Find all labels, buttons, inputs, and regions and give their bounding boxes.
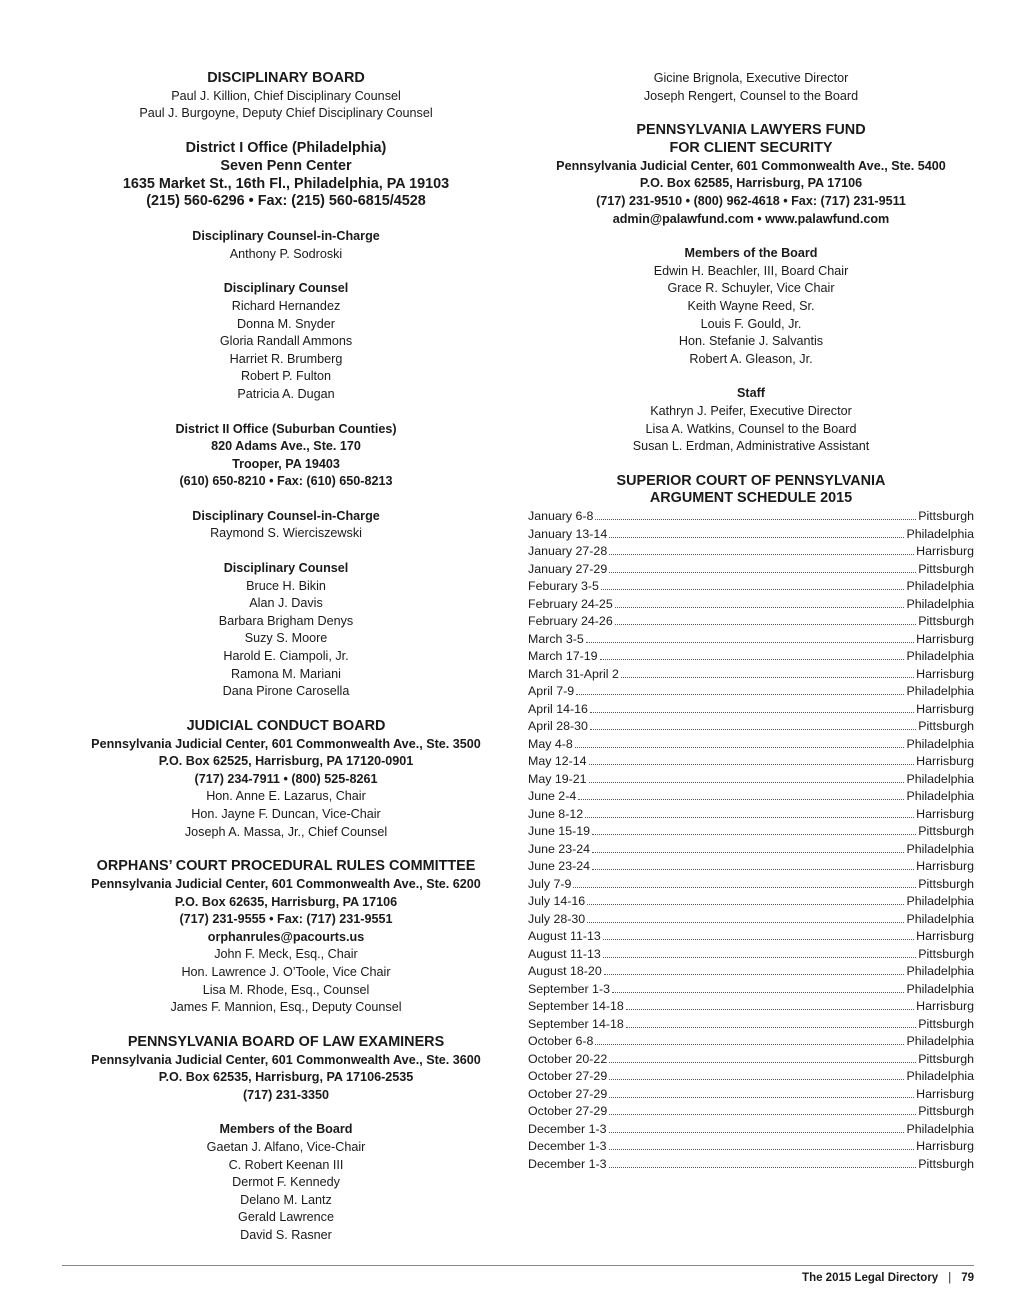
staff-line: Paul J. Burgoyne, Deputy Chief Disciplinary Counsel <box>139 106 433 121</box>
contact-line: (717) 234-7911 • (800) 525-8261 <box>194 771 378 786</box>
schedule-row <box>528 543 974 561</box>
schedule-city: Philadelphia <box>906 526 974 541</box>
person-name: Barbara Brigham Denys <box>218 613 354 628</box>
schedule-city: Pittsburgh <box>918 614 974 629</box>
dot-leader <box>578 798 904 800</box>
person-name: Hon. Stefanie J. Salvantis <box>678 334 824 349</box>
section-heading: FOR CLIENT SECURITY <box>669 139 833 156</box>
schedule-city: Pittsburgh <box>918 1156 974 1171</box>
schedule-city: Philadelphia <box>906 771 974 786</box>
staff-line: Joseph Rengert, Counsel to the Board <box>643 88 859 103</box>
person-name: David S. Rasner <box>240 1227 332 1242</box>
dot-leader <box>573 886 916 888</box>
dot-leader <box>609 1148 915 1150</box>
staff-line: Paul J. Killion, Chief Disciplinary Counsel <box>171 88 401 103</box>
schedule-date: October 27-29 <box>528 1104 608 1119</box>
schedule-row <box>528 1051 974 1069</box>
schedule-row <box>528 946 974 964</box>
schedule-date: December 1-3 <box>528 1121 607 1136</box>
schedule-date: September 14-18 <box>528 1016 624 1031</box>
person-name: Bruce H. Bikin <box>246 578 326 593</box>
schedule-row <box>528 981 974 999</box>
subsection-heading: Members of the Board <box>684 246 818 261</box>
section-heading: PENNSYLVANIA LAWYERS FUND <box>636 122 866 139</box>
schedule-row <box>528 928 974 946</box>
dot-leader <box>587 903 904 905</box>
person-name: Grace R. Schuyler, Vice Chair <box>667 281 835 296</box>
subsection-heading: Staff <box>737 386 765 401</box>
section-heading: SUPERIOR COURT OF PENNSYLVANIA <box>616 472 886 489</box>
person-name: Robert A. Gleason, Jr. <box>689 351 813 366</box>
schedule-row <box>528 736 974 754</box>
dot-leader <box>609 1096 914 1098</box>
schedule-date: June 23-24 <box>528 859 591 874</box>
person-name: Lisa A. Watkins, Counsel to the Board <box>645 421 857 436</box>
schedule-row <box>528 613 974 631</box>
schedule-date: July 7-9 <box>528 876 572 891</box>
person-name: Suzy S. Moore <box>244 631 328 646</box>
schedule-city: Philadelphia <box>906 684 974 699</box>
schedule-row <box>528 1068 974 1086</box>
person-name: Hon. Lawrence J. O’Toole, Vice Chair <box>181 964 391 979</box>
person-name: Louis F. Gould, Jr. <box>700 316 802 331</box>
person-name: Robert P. Fulton <box>240 369 332 384</box>
schedule-city: Philadelphia <box>906 649 974 664</box>
schedule-date: Feburary 3-5 <box>528 579 599 594</box>
schedule-date: January 6-8 <box>528 509 594 524</box>
schedule-date: June 8-12 <box>528 806 584 821</box>
schedule-date: April 28-30 <box>528 719 588 734</box>
dot-leader <box>609 571 916 573</box>
person-name: Delano M. Lantz <box>240 1192 332 1207</box>
dot-leader <box>586 641 914 643</box>
dot-leader <box>595 518 916 520</box>
schedule-date: October 27-29 <box>528 1086 608 1101</box>
schedule-city: Philadelphia <box>906 911 974 926</box>
office-line: Trooper, PA 19403 <box>232 456 340 471</box>
footer-separator: | <box>948 1272 952 1284</box>
dot-leader <box>601 588 905 590</box>
section-heading: ARGUMENT SCHEDULE 2015 <box>649 490 853 507</box>
schedule-date: August 11-13 <box>528 946 601 961</box>
right-column <box>528 70 974 1173</box>
schedule-row <box>528 963 974 981</box>
schedule-city: Harrisburg <box>916 999 974 1014</box>
schedule-row <box>528 596 974 614</box>
schedule-row <box>528 1138 974 1156</box>
person-name: Harold E. Ciampoli, Jr. <box>223 649 349 664</box>
subsection-heading: Disciplinary Counsel-in-Charge <box>192 229 380 244</box>
contact-line: (717) 231-3350 <box>242 1087 330 1102</box>
dot-leader <box>589 763 915 765</box>
schedule-row <box>528 753 974 771</box>
office-line: 1635 Market St., 16th Fl., Philadelphia, PA 19103 <box>122 175 450 192</box>
person-name: Richard Hernandez <box>231 298 341 313</box>
schedule-city: Philadelphia <box>906 1069 974 1084</box>
person-name: Joseph A. Massa, Jr., Chief Counsel <box>184 824 388 839</box>
schedule-date: January 13-14 <box>528 526 608 541</box>
schedule-row <box>528 561 974 579</box>
schedule-date: October 20-22 <box>528 1051 608 1066</box>
schedule-row <box>528 578 974 596</box>
schedule-date: June 2-4 <box>528 789 577 804</box>
schedule-row <box>528 893 974 911</box>
section-heading: DISCIPLINARY BOARD <box>207 70 365 86</box>
person-name: C. Robert Keenan III <box>228 1157 344 1172</box>
schedule-city: Pittsburgh <box>918 946 974 961</box>
schedule-row <box>528 1086 974 1104</box>
contact-line: P.O. Box 62525, Harrisburg, PA 17120-0901 <box>158 754 414 769</box>
schedule-date: May 19-21 <box>528 771 587 786</box>
section-heading: PENNSYLVANIA BOARD OF LAW EXAMINERS <box>127 1033 445 1050</box>
dot-leader <box>609 1061 916 1063</box>
schedule-date: December 1-3 <box>528 1156 607 1171</box>
schedule-row <box>528 771 974 789</box>
dot-leader <box>621 676 914 678</box>
person-name: Gaetan J. Alfano, Vice-Chair <box>206 1139 366 1154</box>
schedule-row <box>528 806 974 824</box>
person-name: James F. Mannion, Esq., Deputy Counsel <box>170 1000 402 1015</box>
person-name: Harriet R. Brumberg <box>229 351 343 366</box>
schedule-row <box>528 666 974 684</box>
schedule-row <box>528 858 974 876</box>
contact-line: orphanrules@pacourts.us <box>207 929 365 944</box>
subsection-heading: Members of the Board <box>219 1122 353 1137</box>
schedule-city: Philadelphia <box>906 841 974 856</box>
schedule-city: Pittsburgh <box>918 824 974 839</box>
schedule-date: March 31-April 2 <box>528 666 619 681</box>
schedule-city: Harrisburg <box>916 666 974 681</box>
person-name: Dana Pirone Carosella <box>222 684 350 699</box>
person-name: Anthony P. Sodroski <box>229 246 343 261</box>
dot-leader <box>609 1131 905 1133</box>
contact-line: Pennsylvania Judicial Center, 601 Commonwealth Ave., Ste. 5400 <box>556 158 946 173</box>
office-line: District II Office (Suburban Counties) <box>175 421 397 436</box>
schedule-date: September 14-18 <box>528 999 624 1014</box>
dot-leader <box>609 1166 917 1168</box>
schedule-row <box>528 1156 974 1174</box>
dot-leader <box>609 1113 916 1115</box>
subsection-heading: Disciplinary Counsel-in-Charge <box>192 508 380 523</box>
person-name: Hon. Anne E. Lazarus, Chair <box>206 789 366 804</box>
dot-leader <box>600 658 905 660</box>
schedule-row <box>528 788 974 806</box>
dot-leader <box>585 816 914 818</box>
dot-leader <box>604 973 905 975</box>
page-footer <box>802 1272 974 1284</box>
schedule-city: Philadelphia <box>906 1121 974 1136</box>
schedule-date: May 12-14 <box>528 754 587 769</box>
office-line: District I Office (Philadelphia) <box>185 139 387 156</box>
schedule-date: July 14-16 <box>528 894 586 909</box>
schedule-city: Philadelphia <box>906 964 974 979</box>
schedule-city: Harrisburg <box>916 1086 974 1101</box>
dot-leader <box>603 938 914 940</box>
schedule-city: Pittsburgh <box>918 561 974 576</box>
schedule-city: Pittsburgh <box>918 876 974 891</box>
left-column <box>62 70 510 1244</box>
office-line: Seven Penn Center <box>220 157 352 174</box>
contact-line: Pennsylvania Judicial Center, 601 Commonwealth Ave., Ste. 3600 <box>91 1052 481 1067</box>
staff-line: Gicine Brignola, Executive Director <box>653 71 849 85</box>
dot-leader <box>589 781 905 783</box>
schedule-row <box>528 841 974 859</box>
schedule-date: August 11-13 <box>528 929 601 944</box>
person-name: Ramona M. Mariani <box>231 666 341 681</box>
schedule-row <box>528 1016 974 1034</box>
schedule-date: March 3-5 <box>528 631 584 646</box>
person-name: John F. Meck, Esq., Chair <box>214 947 358 962</box>
schedule-row <box>528 508 974 526</box>
person-name: Donna M. Snyder <box>236 316 335 331</box>
schedule-row <box>528 526 974 544</box>
dot-leader <box>592 851 904 853</box>
schedule-row <box>528 683 974 701</box>
dot-leader <box>609 1078 904 1080</box>
contact-line: P.O. Box 62535, Harrisburg, PA 17106-2535 <box>158 1070 414 1085</box>
dot-leader <box>590 728 916 730</box>
subsection-heading: Disciplinary Counsel <box>223 281 349 296</box>
contact-line: (717) 231-9555 • Fax: (717) 231-9551 <box>179 912 393 927</box>
page-number: 79 <box>961 1272 974 1284</box>
schedule-row <box>528 631 974 649</box>
schedule-city: Harrisburg <box>916 544 974 559</box>
dot-leader <box>615 606 905 608</box>
schedule-city: Philadelphia <box>906 736 974 751</box>
argument-schedule <box>528 508 974 1173</box>
dot-leader <box>590 711 914 713</box>
schedule-date: August 18-20 <box>528 964 602 979</box>
schedule-row <box>528 1033 974 1051</box>
schedule-city: Pittsburgh <box>918 1051 974 1066</box>
schedule-city: Pittsburgh <box>918 1016 974 1031</box>
schedule-city: Harrisburg <box>916 701 974 716</box>
schedule-date: June 15-19 <box>528 824 591 839</box>
person-name: Gloria Randall Ammons <box>219 334 353 349</box>
schedule-city: Philadelphia <box>906 1034 974 1049</box>
schedule-city: Harrisburg <box>916 631 974 646</box>
dot-leader <box>615 623 916 625</box>
schedule-date: July 28-30 <box>528 911 586 926</box>
footer-rule <box>62 1265 974 1266</box>
schedule-row <box>528 876 974 894</box>
schedule-city: Harrisburg <box>916 1139 974 1154</box>
section-heading: JUDICIAL CONDUCT BOARD <box>186 717 386 734</box>
dot-leader <box>575 746 905 748</box>
subsection-heading: Disciplinary Counsel <box>223 561 349 576</box>
schedule-city: Pittsburgh <box>918 509 974 524</box>
footer-title: The 2015 Legal Directory <box>802 1272 939 1284</box>
schedule-city: Harrisburg <box>916 859 974 874</box>
schedule-date: June 23-24 <box>528 841 591 856</box>
schedule-city: Philadelphia <box>906 579 974 594</box>
schedule-city: Philadelphia <box>906 894 974 909</box>
schedule-row <box>528 823 974 841</box>
dot-leader <box>592 833 916 835</box>
schedule-date: February 24-26 <box>528 614 613 629</box>
office-line: (610) 650-8210 • Fax: (610) 650-8213 <box>179 474 393 489</box>
schedule-row <box>528 648 974 666</box>
schedule-city: Harrisburg <box>916 806 974 821</box>
dot-leader <box>576 693 904 695</box>
schedule-city: Philadelphia <box>906 789 974 804</box>
schedule-city: Philadelphia <box>906 596 974 611</box>
office-line: 820 Adams Ave., Ste. 170 <box>211 439 361 454</box>
schedule-row <box>528 1121 974 1139</box>
schedule-date: December 1-3 <box>528 1139 607 1154</box>
schedule-city: Harrisburg <box>916 929 974 944</box>
schedule-row <box>528 911 974 929</box>
dot-leader <box>626 1026 916 1028</box>
schedule-date: May 4-8 <box>528 736 573 751</box>
schedule-date: September 1-3 <box>528 981 610 996</box>
office-line: (215) 560-6296 • Fax: (215) 560-6815/4528 <box>146 193 426 210</box>
person-name: Susan L. Erdman, Administrative Assistant <box>632 439 870 454</box>
contact-line: Pennsylvania Judicial Center, 601 Commonwealth Ave., Ste. 6200 <box>91 876 481 891</box>
dot-leader <box>595 1043 904 1045</box>
schedule-date: April 7-9 <box>528 684 575 699</box>
person-name: Raymond S. Wierciszewski <box>210 526 362 541</box>
schedule-row <box>528 718 974 736</box>
dot-leader <box>626 1008 914 1010</box>
dot-leader <box>609 536 904 538</box>
schedule-row <box>528 1103 974 1121</box>
person-name: Gerald Lawrence <box>238 1210 334 1225</box>
contact-line: P.O. Box 62585, Harrisburg, PA 17106 <box>639 176 863 191</box>
schedule-city: Harrisburg <box>916 754 974 769</box>
person-name: Dermot F. Kennedy <box>232 1175 340 1190</box>
schedule-date: January 27-29 <box>528 561 608 576</box>
dot-leader <box>587 921 904 923</box>
schedule-row <box>528 701 974 719</box>
contact-line: Pennsylvania Judicial Center, 601 Commonwealth Ave., Ste. 3500 <box>91 736 481 751</box>
dot-leader <box>592 868 914 870</box>
schedule-city: Pittsburgh <box>918 1104 974 1119</box>
person-name: Patricia A. Dugan <box>237 386 335 401</box>
contact-line: (717) 231-9510 • (800) 962-4618 • Fax: (717) 231-9511 <box>596 193 906 208</box>
dot-leader <box>603 956 916 958</box>
schedule-date: October 6-8 <box>528 1034 594 1049</box>
contact-line: admin@palawfund.com • www.palawfund.com <box>612 211 890 226</box>
schedule-date: April 14-16 <box>528 701 588 716</box>
person-name: Lisa M. Rhode, Esq., Counsel <box>202 982 370 997</box>
person-name: Hon. Jayne F. Duncan, Vice-Chair <box>191 807 381 821</box>
dot-leader <box>609 553 914 555</box>
person-name: Alan J. Davis <box>249 596 323 611</box>
person-name: Edwin H. Beachler, III, Board Chair <box>653 263 849 278</box>
schedule-row <box>528 998 974 1016</box>
schedule-date: March 17-19 <box>528 649 598 664</box>
person-name: Kathryn J. Peifer, Executive Director <box>650 403 852 418</box>
section-heading: ORPHANS’ COURT PROCEDURAL RULES COMMITTEE <box>96 858 476 875</box>
schedule-city: Pittsburgh <box>918 719 974 734</box>
schedule-city: Philadelphia <box>906 981 974 996</box>
schedule-date: February 24-25 <box>528 596 613 611</box>
schedule-date: October 27-29 <box>528 1069 608 1084</box>
schedule-date: January 27-28 <box>528 544 608 559</box>
dot-leader <box>612 991 905 993</box>
contact-line: P.O. Box 62635, Harrisburg, PA 17106 <box>174 894 398 909</box>
person-name: Keith Wayne Reed, Sr. <box>687 298 815 313</box>
